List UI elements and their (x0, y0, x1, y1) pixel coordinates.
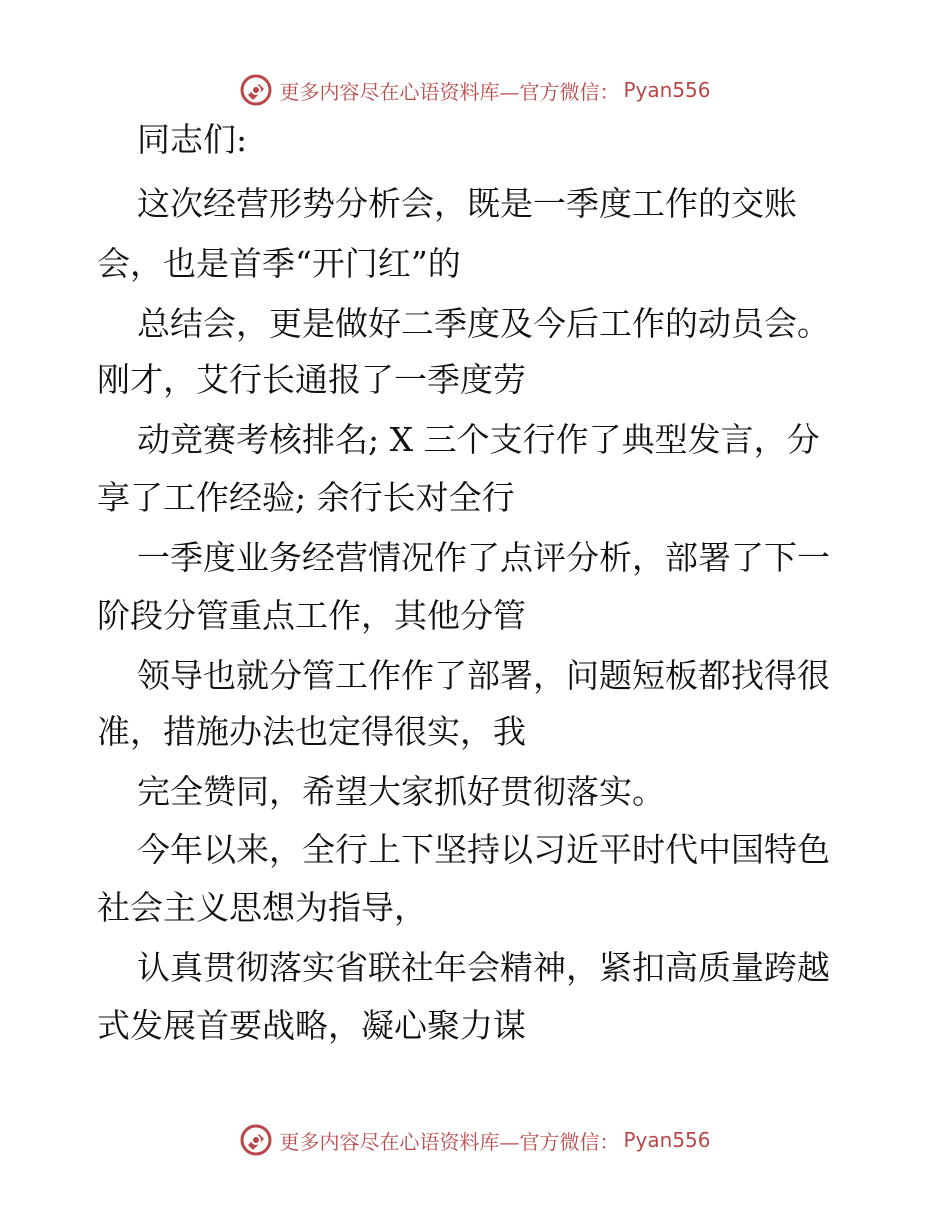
footer-banner-text: 更多内容尽在心语资料库—官方微信： (279, 1129, 620, 1154)
body-line: 社会主义思想为指导， (97, 888, 427, 927)
library-logo-icon (239, 1123, 273, 1157)
body-line: 今年以来，全行上下坚持以习近平时代中国特色 (137, 830, 830, 869)
body-line: 认真贯彻落实省联社年会精神，紧扣高质量跨越 (137, 948, 830, 987)
header-banner-text: 更多内容尽在心语资料库—官方微信： (279, 79, 620, 104)
body-line: 会，也是首季“开门红”的 (97, 244, 461, 283)
footer-banner (0, 1120, 950, 1160)
body-line: 动竞赛考核排名; X 三个支行作了典型发言，分 (137, 420, 820, 459)
body-line: 式发展首要战略，凝心聚力谋 (97, 1006, 526, 1045)
footer-wechat-id: Pyan556 (623, 1128, 711, 1152)
body-line: 领导也就分管工作作了部署，问题短板都找得很 (137, 656, 830, 695)
body-line: 阶段分管重点工作，其他分管 (97, 596, 526, 635)
body-line: 准，措施办法也定得很实，我 (97, 712, 526, 751)
library-logo-icon (239, 73, 273, 107)
body-line: 刚才，艾行长通报了一季度劳 (97, 360, 526, 399)
body-line: 同志们: (137, 120, 248, 159)
header-wechat-id: Pyan556 (623, 78, 711, 102)
body-line: 完全赞同，希望大家抓好贯彻落实。 (137, 772, 665, 811)
header-banner (0, 70, 950, 110)
body-line: 总结会，更是做好二季度及今后工作的动员会。 (137, 304, 830, 343)
body-line: 一季度业务经营情况作了点评分析，部署了下一 (137, 538, 830, 577)
body-line: 享了工作经验; 余行长对全行 (97, 478, 515, 517)
body-line: 这次经营形势分析会，既是一季度工作的交账 (137, 184, 797, 223)
